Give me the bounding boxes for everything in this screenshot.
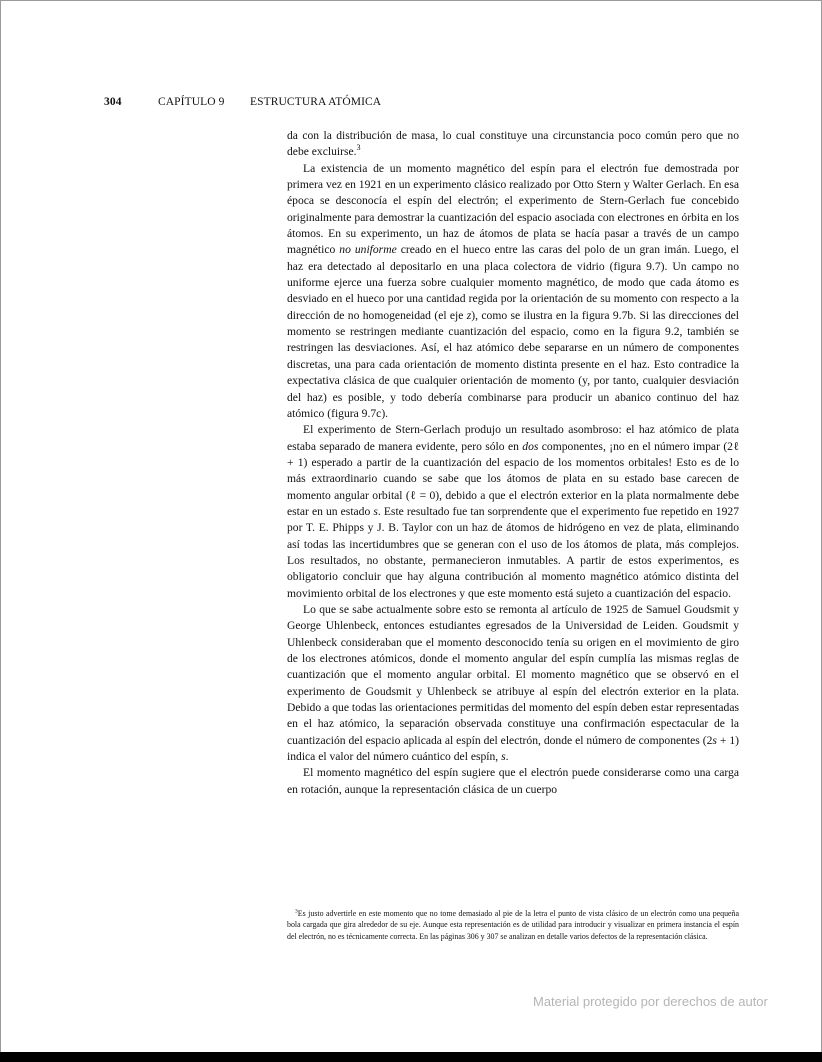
chapter-label: CAPÍTULO 9 bbox=[158, 96, 225, 108]
footnote-ref: 3 bbox=[356, 143, 361, 153]
footnote-text: Es justo advertirle en este momento que no tome demasiado al pie de la letra el punto de vista clásico de un electrón como una pequeña bola cargada que gira alrededor de su eje. Aunque esta representación es de utilidad para introducir y visualizar en primera instancia el espín del electrón, no es técnicamente correcta. En las páginas 306 y 307 se analizan en detalle varios defectos de la representación clásica. bbox=[287, 909, 739, 941]
body-text bbox=[287, 128, 739, 798]
footnote-mark: 3 bbox=[295, 908, 298, 915]
bottom-bar bbox=[0, 1052, 822, 1062]
paragraph-1: da con la distribución de masa, lo cual constituye una circunstancia poco común pero que no debe excluirse.$^3$ bbox=[287, 129, 739, 159]
page-number: 304 bbox=[104, 96, 122, 108]
paragraph-2: La existencia de un momento magnético del espín para el electrón fue demostrada por primera vez en 1921 en un experimento clásico realizado por Otto Stern y Walter Gerlach. En esa época se desconocía el espín del electrón; el experimento de Stern-Gerlach fue concebido originalmente para demostrar la cuantización del espacio asociada con electrones en órbita en los átomos. En su experimento, un haz de átomos de plata se hacía pasar a través de un campo magnético no uniforme creado en el hueco entre las caras del polo de un gran imán. Luego, el haz era detectado al depositarlo en una placa colectora de vidrio (figura 9.7). Un campo no uniforme ejerce una fuerza sobre cualquier momento magnético, de modo que cada átomo es desviado en el hueco por una cantidad regida por la orientación de su momento con respecto a la dirección de no homogeneidad (el eje z), como se ilustra en la figura 9.7b. Si las direcciones del momento se restringen mediante cuantización del espacio, como en la figura 9.2, también se restringen las desviaciones. Así, el haz atómico debe separarse en un número de componentes discretas, una para cada orientación de momento distinta presente en el haz. Esto contradice la expectativa clásica de que cualquier orientación de momento (y, por tanto, cualquier desviación del haz) es posible, y todo debería combinarse para producir un abanico continuo del haz atómico (figura 9.7c). bbox=[287, 161, 740, 420]
paragraph-4: Lo que se sabe actualmente sobre esto se remonta al artículo de 1925 de Samuel Goudsmit y George Uhlenbeck, entonces estudiantes egresados de la Universidad de Leiden. Goudsmit y Uhlenbeck consideraban que el momento desconocido tenía su origen en el movimiento de giro de los electrones atómicos, donde el momento angular del espín cumplía las mismas reglas de cuantización que el momento angular orbital. El momento magnético que se observó en el experimento de Goudsmit y Uhlenbeck se atribuye al espín del electrón exterior en la plata. Debido a que todas las orientaciones permitidas del momento del espín deben estar representadas en el haz atómico, la separación observada constituye una confirmación espectacular de la cuantización del espacio aplicada al espín del electrón, donde el número de componentes (2s + 1) indica el valor del número cuántico del espín, s. bbox=[287, 602, 740, 764]
paragraph-5: El momento magnético del espín sugiere que el electrón puede considerarse como una carga en rotación, aunque la representación clásica de un cuerpo bbox=[287, 766, 739, 796]
copyright-watermark: Material protegido por derechos de autor bbox=[533, 994, 768, 1009]
footnote bbox=[287, 908, 739, 942]
section-title: ESTRUCTURA ATÓMICA bbox=[250, 96, 382, 108]
paragraph-3: El experimento de Stern-Gerlach produjo un resultado asombroso: el haz atómico de plata estaba separado de manera evidente, pero sólo en dos componentes, ¡no en el número impar (2ℓ + 1) esperado a partir de la cuantización del espacio de los momentos orbitales! Esto es de lo más extraordinario cuando se sabe que los átomos de plata en su estado base carecen de momento angular orbital (ℓ = 0), debido a que el electrón exterior en la plata normalmente debe estar en un estado s. Este resultado fue tan sorprendente que el experimento fue repetido en 1927 por T. E. Phipps y J. B. Taylor con un haz de átomos de hidrógeno en vez de plata, eliminando así todas las incertidumbres que se generan con el uso de los átomos de plata, más complejos. Los resultados, no obstante, permanecieron inmutables. A partir de estos experimentos, es obligatorio concluir que hay alguna contribución al momento magnético atómico distinta del movimiento orbital de los electrones y que este momento está sujeto a cuantización del espacio. bbox=[287, 423, 740, 600]
